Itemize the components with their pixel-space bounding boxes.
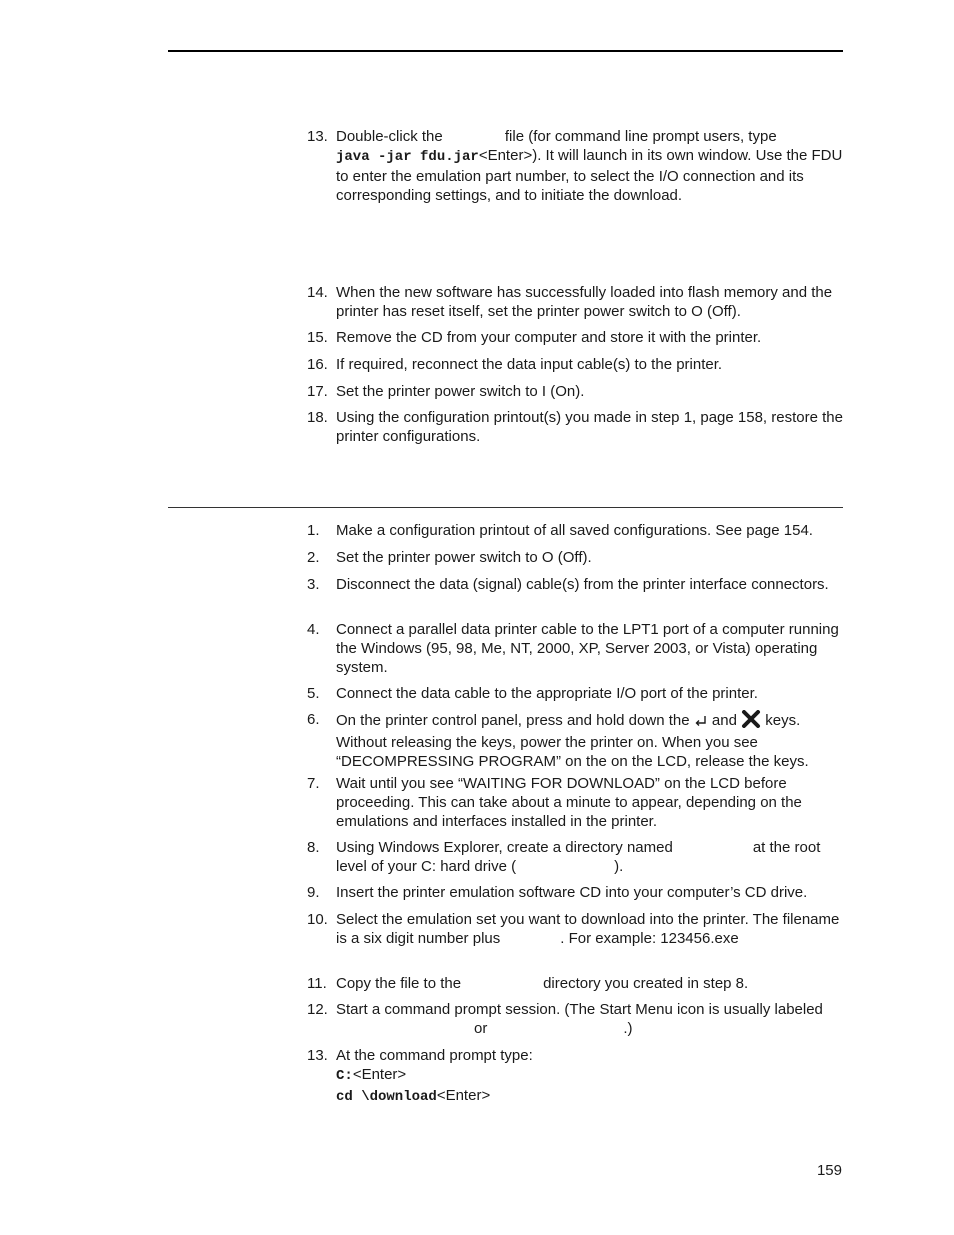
step-text: Select the emulation set you want to download into the printer. The filename is a six digit number plus	[336, 911, 840, 947]
header-rule	[168, 50, 843, 52]
step-text: directory you created in step 8.	[543, 975, 749, 992]
page-number: 159	[816, 1162, 842, 1179]
step-text: file (for command line prompt users, type	[504, 128, 777, 145]
step-text: Wait until you see “WAITING FOR DOWNLOAD” on the LCD before proceeding. This can take about a minute to appear, depending on the emulations and interfaces installed in the printer.	[336, 775, 802, 830]
step-number: 12.	[307, 1001, 328, 1018]
step-text: .)	[623, 1020, 633, 1037]
step-text: Disconnect the data (signal) cable(s) from the printer interface connectors.	[336, 576, 829, 593]
code-command: cd \download	[336, 1089, 437, 1105]
step-text: Set the printer power switch to I (On).	[336, 383, 585, 400]
code-command: java -jar fdu.jar	[336, 149, 479, 165]
step-text: and	[707, 712, 742, 729]
step-number: 11.	[307, 975, 327, 992]
step-text: ).	[614, 858, 624, 875]
step-text: Insert the printer emulation software CD into your computer’s CD drive.	[336, 884, 808, 901]
step-text: Double-click the	[336, 128, 447, 145]
step-text: Make a configuration printout of all saved configurations. See page 154.	[336, 522, 813, 539]
step-number: 4.	[307, 621, 320, 638]
step-number: 1.	[307, 522, 320, 539]
code-command: C:	[336, 1068, 353, 1084]
step-number: 13.	[307, 1047, 328, 1064]
step-number: 17.	[307, 383, 328, 400]
step-text: Using the configuration printout(s) you made in step 1, page 158, restore the printer configurations.	[336, 409, 843, 445]
step-number: 6.	[307, 711, 320, 728]
step-text: . For example: 123456.exe	[560, 930, 739, 947]
step-text: Set the printer power switch to O (Off).	[336, 549, 592, 566]
step-text: <Enter>). It will launch in its own window. Use the FDU to enter the emulation part number, to select the I/O connection and its corresponding settings, and to initiate the download.	[336, 147, 843, 204]
step-number: 13.	[307, 128, 328, 145]
step-text: <Enter>	[352, 1066, 407, 1083]
section-divider	[168, 507, 843, 508]
step-text: Connect a parallel data printer cable to the LPT1 port of a computer running the Windows (95, 98, Me, NT, 2000, XP, Server 2003, or Vista) operating system.	[336, 621, 839, 676]
step-text: Remove the CD from your computer and store it with the printer.	[336, 329, 762, 346]
step-number: 14.	[307, 284, 328, 301]
step-number: 16.	[307, 356, 328, 373]
step-number: 2.	[307, 549, 320, 566]
step-text: keys. Without releasing the keys, power the printer on. When you see “DECOMPRESSING PROGRAM” on the on the LCD, release the keys.	[336, 712, 809, 770]
enter-key-icon	[694, 714, 708, 733]
step-text: On the printer control panel, press and hold down the	[336, 712, 694, 729]
step-text: Start a command prompt session. (The Start Menu icon is usually labeled	[336, 1001, 823, 1018]
step-text: At the command prompt type:	[336, 1047, 533, 1064]
step-text: When the new software has successfully loaded into flash memory and the printer has reset itself, set the printer power switch to O (Off).	[336, 284, 833, 320]
step-number: 7.	[307, 775, 320, 792]
step-number: 15.	[307, 329, 328, 346]
cancel-key-icon	[741, 710, 761, 733]
step-number: 18.	[307, 409, 328, 426]
step-number: 5.	[307, 685, 320, 702]
step-text: <Enter>	[436, 1087, 491, 1104]
step-text: or	[474, 1020, 488, 1037]
step-text: If required, reconnect the data input cable(s) to the printer.	[336, 356, 723, 373]
step-number: 10.	[307, 911, 328, 928]
step-number: 8.	[307, 839, 320, 856]
step-text: Copy the file to the	[336, 975, 462, 992]
step-text: Using Windows Explorer, create a directory named	[336, 839, 673, 856]
step-text: Connect the data cable to the appropriate I/O port of the printer.	[336, 685, 758, 702]
step-number: 3.	[307, 576, 320, 593]
step-number: 9.	[307, 884, 320, 901]
step-text: at the root level of your C: hard drive (	[336, 839, 821, 875]
